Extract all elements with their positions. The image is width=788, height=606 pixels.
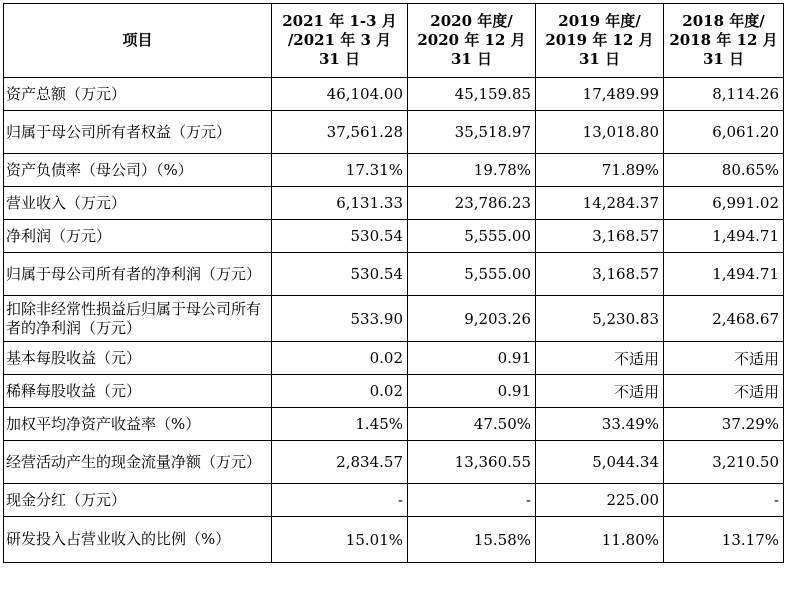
table-row xyxy=(4,253,784,296)
cell-value: 45,159.85 xyxy=(408,78,536,111)
cell-value: 6,991.02 xyxy=(664,187,784,220)
financial-indicators-table xyxy=(3,3,784,563)
cell-value: 14,284.37 xyxy=(536,187,664,220)
row-label: 加权平均净资产收益率（%） xyxy=(4,408,272,441)
row-label: 资产总额（万元） xyxy=(4,78,272,111)
table-row xyxy=(4,375,784,408)
row-label: 营业收入（万元） xyxy=(4,187,272,220)
row-label: 归属于母公司所有者的净利润（万元） xyxy=(4,253,272,296)
row-label: 基本每股收益（元） xyxy=(4,342,272,375)
cell-value: 37,561.28 xyxy=(272,111,408,154)
cell-value: 不适用 xyxy=(664,375,784,408)
cell-value: 15.01% xyxy=(272,517,408,563)
row-label: 研发投入占营业收入的比例（%） xyxy=(4,517,272,563)
row-label: 扣除非经常性损益后归属于母公司所有者的净利润（万元） xyxy=(4,296,272,342)
table-row xyxy=(4,441,784,484)
row-label: 稀释每股收益（元） xyxy=(4,375,272,408)
cell-value: 1,494.71 xyxy=(664,220,784,253)
cell-value: 不适用 xyxy=(664,342,784,375)
cell-value: 46,104.00 xyxy=(272,78,408,111)
cell-value: 530.54 xyxy=(272,253,408,296)
table-row xyxy=(4,154,784,187)
cell-value: 13.17% xyxy=(664,517,784,563)
cell-value: 47.50% xyxy=(408,408,536,441)
header-period-2019: 2019 年度/ 2019 年 12 月 31 日 xyxy=(536,4,664,78)
cell-value: 23,786.23 xyxy=(408,187,536,220)
cell-value: 225.00 xyxy=(536,484,664,517)
cell-value: 3,168.57 xyxy=(536,253,664,296)
cell-value: 533.90 xyxy=(272,296,408,342)
cell-value: 3,210.50 xyxy=(664,441,784,484)
cell-value: 15.58% xyxy=(408,517,536,563)
cell-value: 9,203.26 xyxy=(408,296,536,342)
row-label: 资产负债率（母公司）（%） xyxy=(4,154,272,187)
cell-value: 8,114.26 xyxy=(664,78,784,111)
cell-value: 2,468.67 xyxy=(664,296,784,342)
table-row xyxy=(4,296,784,342)
cell-value: - xyxy=(272,484,408,517)
cell-value: 1,494.71 xyxy=(664,253,784,296)
cell-value: 5,044.34 xyxy=(536,441,664,484)
cell-value: 0.02 xyxy=(272,342,408,375)
cell-value: 5,555.00 xyxy=(408,253,536,296)
cell-value: 13,018.80 xyxy=(536,111,664,154)
cell-value: 17,489.99 xyxy=(536,78,664,111)
cell-value: 2,834.57 xyxy=(272,441,408,484)
header-row xyxy=(4,4,784,78)
table-row xyxy=(4,220,784,253)
table-row xyxy=(4,78,784,111)
cell-value: - xyxy=(408,484,536,517)
cell-value: 19.78% xyxy=(408,154,536,187)
cell-value: 71.89% xyxy=(536,154,664,187)
cell-value: 13,360.55 xyxy=(408,441,536,484)
table-row xyxy=(4,484,784,517)
cell-value: 11.80% xyxy=(536,517,664,563)
cell-value: 1.45% xyxy=(272,408,408,441)
cell-value: 0.02 xyxy=(272,375,408,408)
table-row xyxy=(4,187,784,220)
header-period-2018: 2018 年度/ 2018 年 12 月 31 日 xyxy=(664,4,784,78)
cell-value: 5,555.00 xyxy=(408,220,536,253)
cell-value: 17.31% xyxy=(272,154,408,187)
header-period-2021q1: 2021 年 1-3 月 /2021 年 3 月 31 日 xyxy=(272,4,408,78)
cell-value: 35,518.97 xyxy=(408,111,536,154)
row-label: 归属于母公司所有者权益（万元） xyxy=(4,111,272,154)
header-period-2020: 2020 年度/ 2020 年 12 月 31 日 xyxy=(408,4,536,78)
cell-value: - xyxy=(664,484,784,517)
row-label: 现金分红（万元） xyxy=(4,484,272,517)
table-row xyxy=(4,342,784,375)
cell-value: 80.65% xyxy=(664,154,784,187)
cell-value: 不适用 xyxy=(536,342,664,375)
cell-value: 530.54 xyxy=(272,220,408,253)
cell-value: 3,168.57 xyxy=(536,220,664,253)
table-row xyxy=(4,517,784,563)
cell-value: 33.49% xyxy=(536,408,664,441)
cell-value: 6,131.33 xyxy=(272,187,408,220)
cell-value: 0.91 xyxy=(408,375,536,408)
cell-value: 5,230.83 xyxy=(536,296,664,342)
table-row xyxy=(4,408,784,441)
row-label: 净利润（万元） xyxy=(4,220,272,253)
header-item: 项目 xyxy=(4,4,272,78)
cell-value: 6,061.20 xyxy=(664,111,784,154)
row-label: 经营活动产生的现金流量净额（万元） xyxy=(4,441,272,484)
table-row xyxy=(4,111,784,154)
cell-value: 37.29% xyxy=(664,408,784,441)
cell-value: 不适用 xyxy=(536,375,664,408)
cell-value: 0.91 xyxy=(408,342,536,375)
